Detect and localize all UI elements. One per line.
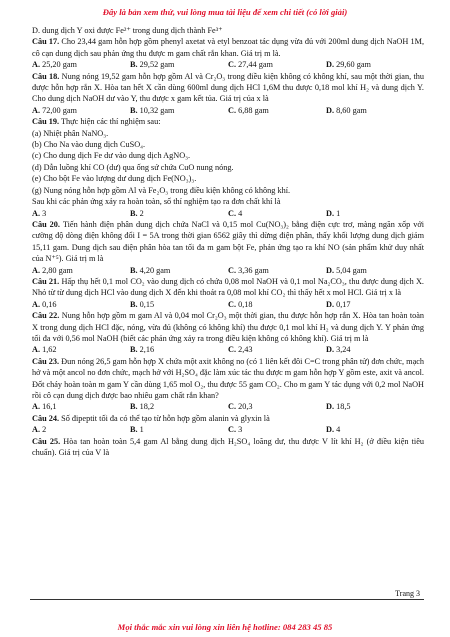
question-21: Câu 21. Hấp thụ hết 0,1 mol CO₂ vào dung dịch có chứa 0,08 mol NaOH và 0,1 mol Na₂CO₃, thu được dung dịch X. Nhỏ từ từ dung dịch HCl vào dung dịch X đến khi thoát ra 0,08 mol khí CO₂ thì thấy hết x mol HCl. Giá trị x là (32, 276, 424, 298)
question-23: Câu 23. Đun nóng 26,5 gam hỗn hợp X chứa một axit không no (có 1 liên kết đôi C=C trong phân tử) đơn chức, mạch hở và một ancol no đơn chức, mạch hở với H₂SO₄ đặc làm xúc tác thu được m gam hỗn hợp Y gồm este, axit và ancol. Đốt cháy hoàn toàn m gam Y cần dùng 1,65 mol O₂, thu được 55 gam CO₂. Cho m gam Y tác dụng với 0,2 mol NaOH rồi cô cạn dung dịch được bao nhiêu gam chất rắn khan? (32, 356, 425, 400)
question-22: Câu 22. Nung hỗn hợp gồm m gam Al và 0,04 mol Cr₂O₃ một thời gian, thu được hỗn hợp rắn X. Hòa tan hoàn toàn X trong dung dịch HCl đặc, nóng, vừa đủ (không có không khí) thu được 0,1 mol khí H₂ và dung dịch Y. Y phản ứng tối đa với 0,56 mol NaOH (biết các phản ứng xảy ra trong điều kiện không có không khí). Giá trị m là (32, 311, 425, 343)
options-17: A. 25,20 gam B. 29,52 gam C. 27,44 gam D. 29,60 gam (32, 60, 371, 70)
question-20: Câu 20. Tiến hành điện phân dung dịch chứa NaCl và 0,15 mol Cu(NO₃)₂ bằng điện cực trơ, màng ngăn xốp với cường độ dòng điện không đổi I = 5A trong thời gian 6562 giây thì dừng điện phân, thấy khối lượng dung dịch giảm 15,11 gam. Dung dịch sau điện phân hòa tan tối đa m gam bột Fe, phản ứng tạo ra khí NO (sản phẩm khử duy nhất của N⁺⁵). Giá trị m là (32, 219, 424, 264)
q19-item: (d) Dẫn luồng khí CO (dư) qua ống sứ chứa CuO nung nóng. (32, 162, 234, 172)
footer-divider (30, 599, 424, 600)
question-24: Câu 24. Số đipeptit tối đa có thể tạo từ hỗn hợp gồm alanin và glyxin là (32, 413, 270, 423)
options-21: A. 0,16 B. 0,15 C. 0,18 D. 0,17 (32, 299, 351, 309)
q19-item: (g) Nung nóng hỗn hợp gồm Al và Fe₂O₃ trong điều kiện không có không khí. (32, 185, 291, 195)
document-body (32, 25, 424, 458)
options-18: A. 72,00 gam B. 10,32 gam C. 6,88 gam D. 8,60 gam (32, 105, 367, 115)
prev-option-d: D. dung dịch Y oxi được Fe²⁺ trong dung dịch thành Fe³⁺ (32, 26, 223, 35)
question-19: Câu 19. Thực hiện các thí nghiệm sau: (32, 117, 161, 127)
hotline-banner: Mọi thắc mắc xin vui lòng xin liên hệ hotline: 084 283 45 85 (117, 622, 333, 632)
question-25: Câu 25. Hòa tan hoàn toàn 5,4 gam Al bằng dung dịch H₂SO₄ loãng dư, thu được V lít khí H₂ (ở điều kiện tiêu chuẩn). Giá trị của V là (32, 436, 425, 458)
q19-item: (a) Nhiệt phân NaNO₃. (32, 128, 109, 138)
options-23: A. 16,1 B. 18,2 C. 20,3 D. 18,5 (32, 402, 351, 412)
question-17: Câu 17. Cho 23,44 gam hỗn hợp gồm phenyl axetat và etyl benzoat tác dụng vừa đủ với 200ml dung dịch NaOH 1M, cô cạn dung dịch sau phản ứng thu được m gam chất rắn khan. Giá trị m là. (32, 37, 425, 58)
q19-ask: Sau khi các phản ứng xảy ra hoàn toàn, số thí nghiệm tạo ra đơn chất khí là (32, 197, 281, 207)
options-19: A. 3 B. 2 C. 4 D. 1 (32, 208, 341, 218)
q19-item: (c) Cho dung dịch Fe dư vào dung dịch AgNO₃. (32, 151, 191, 161)
page-number: Trang 3 (395, 589, 420, 598)
options-24: A. 2 B. 1 C. 3 D. 4 (32, 425, 341, 435)
q19-item: (b) Cho Na vào dung dịch CuSO₄. (32, 140, 146, 150)
options-20: A. 2,80 gam B. 4,20 gam C. 3,36 gam D. 5,04 gam (32, 265, 367, 275)
preview-banner: Đây là bản xem thử, vui lòng mua tài liệu để xem chi tiết (có lời giải) (102, 7, 348, 17)
options-22: A. 1,62 B. 2,16 C. 2,43 D. 3,24 (32, 345, 351, 355)
q19-item: (e) Cho bột Fe vào lượng dư dung dịch Fe(NO₃)₃. (32, 174, 197, 184)
question-18: Câu 18. Nung nóng 19,52 gam hỗn hợp gồm Al và Cr₂O₃ trong điều kiện không có không khí, sau một thời gian, thu được hỗn hợp rắn X. Hòa tan hết X cần dùng 600ml dung dịch HCl 1,6M thu được 0,18 mol khí H₂ và dung dịch Y. Cho dung dịch NaOH dư vào Y, thu được x gam kết tủa. Giá trị của x là (32, 71, 425, 104)
